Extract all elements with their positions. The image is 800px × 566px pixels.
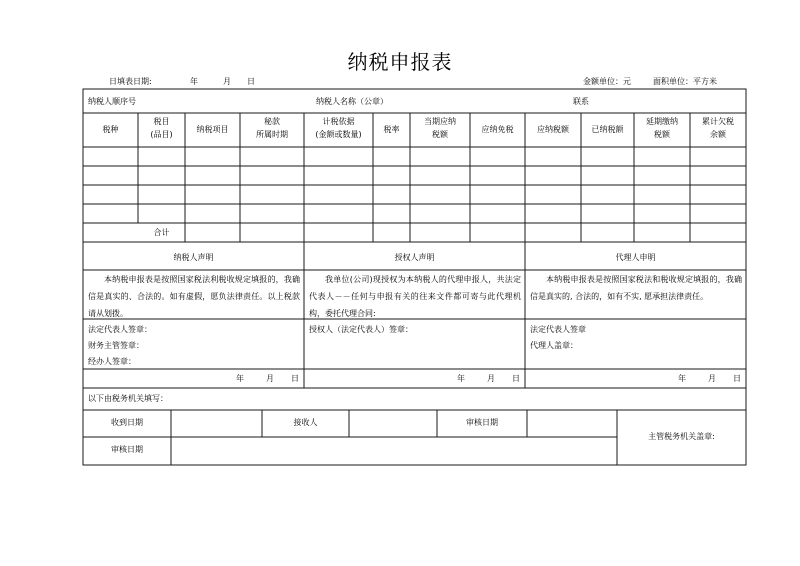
date-month: 月 <box>708 374 716 383</box>
taxpayer-seq-label: 纳税人顺序号 <box>88 97 136 106</box>
agent-seal-label: 代理人盖章： <box>530 341 578 350</box>
authorized-declaration-text: 我单位(公司)现授权为本纳税人的代理申报人，共法定代表人－－任何与申报有关的往来文件都可寄与此代理机构，委托代理合同: <box>309 275 521 318</box>
taxpayer-signatures <box>88 322 152 370</box>
date-day: 日 <box>733 374 741 383</box>
authorized-declaration-heading: 授权人声明 <box>394 253 435 262</box>
date-month: 月 <box>487 374 495 383</box>
taxpayer-name-label: 纳税人名称（公章） <box>316 97 388 106</box>
amount-unit: 金额单位：元 <box>583 77 631 86</box>
column-header: 累计欠税 余额 <box>702 117 734 139</box>
fill-date-year: 年 <box>190 77 198 86</box>
column-header: 税目 (品目) <box>150 117 173 139</box>
taxpayer-declaration-heading: 纳税人声明 <box>173 253 214 262</box>
column-header: 纳税项目 <box>196 125 229 134</box>
agent-legal-rep-signature-label: 法定代表人签章 <box>530 325 586 334</box>
authorized-signatures <box>309 322 413 338</box>
fill-date-day: 日 <box>247 77 255 86</box>
fill-date-label: 日填表日期: <box>109 77 152 86</box>
agent-declaration-heading: 代理人申明 <box>615 253 656 262</box>
review-date-label: 审核日期 <box>466 418 498 427</box>
total-label: 合计 <box>153 228 170 237</box>
authorizer-signature-label: 授权人（法定代表人）签章： <box>309 325 413 334</box>
received-date-label: 收到日期 <box>111 418 143 427</box>
review-record-label: 审核日期 <box>111 445 143 454</box>
column-header: 计税依据 (金额或数量) <box>315 117 362 139</box>
agent-declaration-text: 本纳税申报表是按照国家税法和税收规定填报的，我确信是真实的, 合法的，如有不实, 愿承担法律责任。 <box>530 275 742 301</box>
column-header: 秘款 所属时期 <box>256 117 288 139</box>
date-month: 月 <box>266 374 274 383</box>
tax-office-seal-label: 主管税务机关盖章: <box>648 432 715 441</box>
form-title: 纳税申报表 <box>347 50 453 74</box>
column-header: 当期应纳 税额 <box>424 117 456 139</box>
date-year: 年 <box>457 374 465 383</box>
column-header: 延期缴纳 税额 <box>646 117 678 139</box>
column-header: 税种 <box>102 125 119 134</box>
contact-label: 联系 <box>573 97 589 106</box>
handler-signature-label: 经办人签章： <box>88 357 136 366</box>
date-day: 日 <box>512 374 520 383</box>
agent-signatures <box>530 322 586 354</box>
fill-date-month: 月 <box>223 77 231 86</box>
receiver-label: 接收人 <box>293 418 318 427</box>
column-header: 应纳税额 <box>537 125 569 134</box>
taxpayer-declaration-text: 本纳税申报表是按照国家税法利税收规定填报的，我确信是真实的、合法的。如有虚假，愿负法律责任。以上税款请从划拨。 <box>88 275 300 318</box>
column-header: 税率 <box>383 125 400 134</box>
area-unit: 面积单位：平方米 <box>653 77 717 86</box>
finance-head-signature-label: 财务主管签章： <box>88 341 144 350</box>
date-year: 年 <box>678 374 686 383</box>
date-day: 日 <box>291 374 299 383</box>
tax-office-heading: 以下由税务机关填写： <box>88 394 168 403</box>
date-year: 年 <box>236 374 244 383</box>
column-header: 应纳免税 <box>481 125 514 134</box>
column-header: 已纳税额 <box>591 125 624 134</box>
legal-rep-signature-label: 法定代表人签章： <box>88 325 152 334</box>
